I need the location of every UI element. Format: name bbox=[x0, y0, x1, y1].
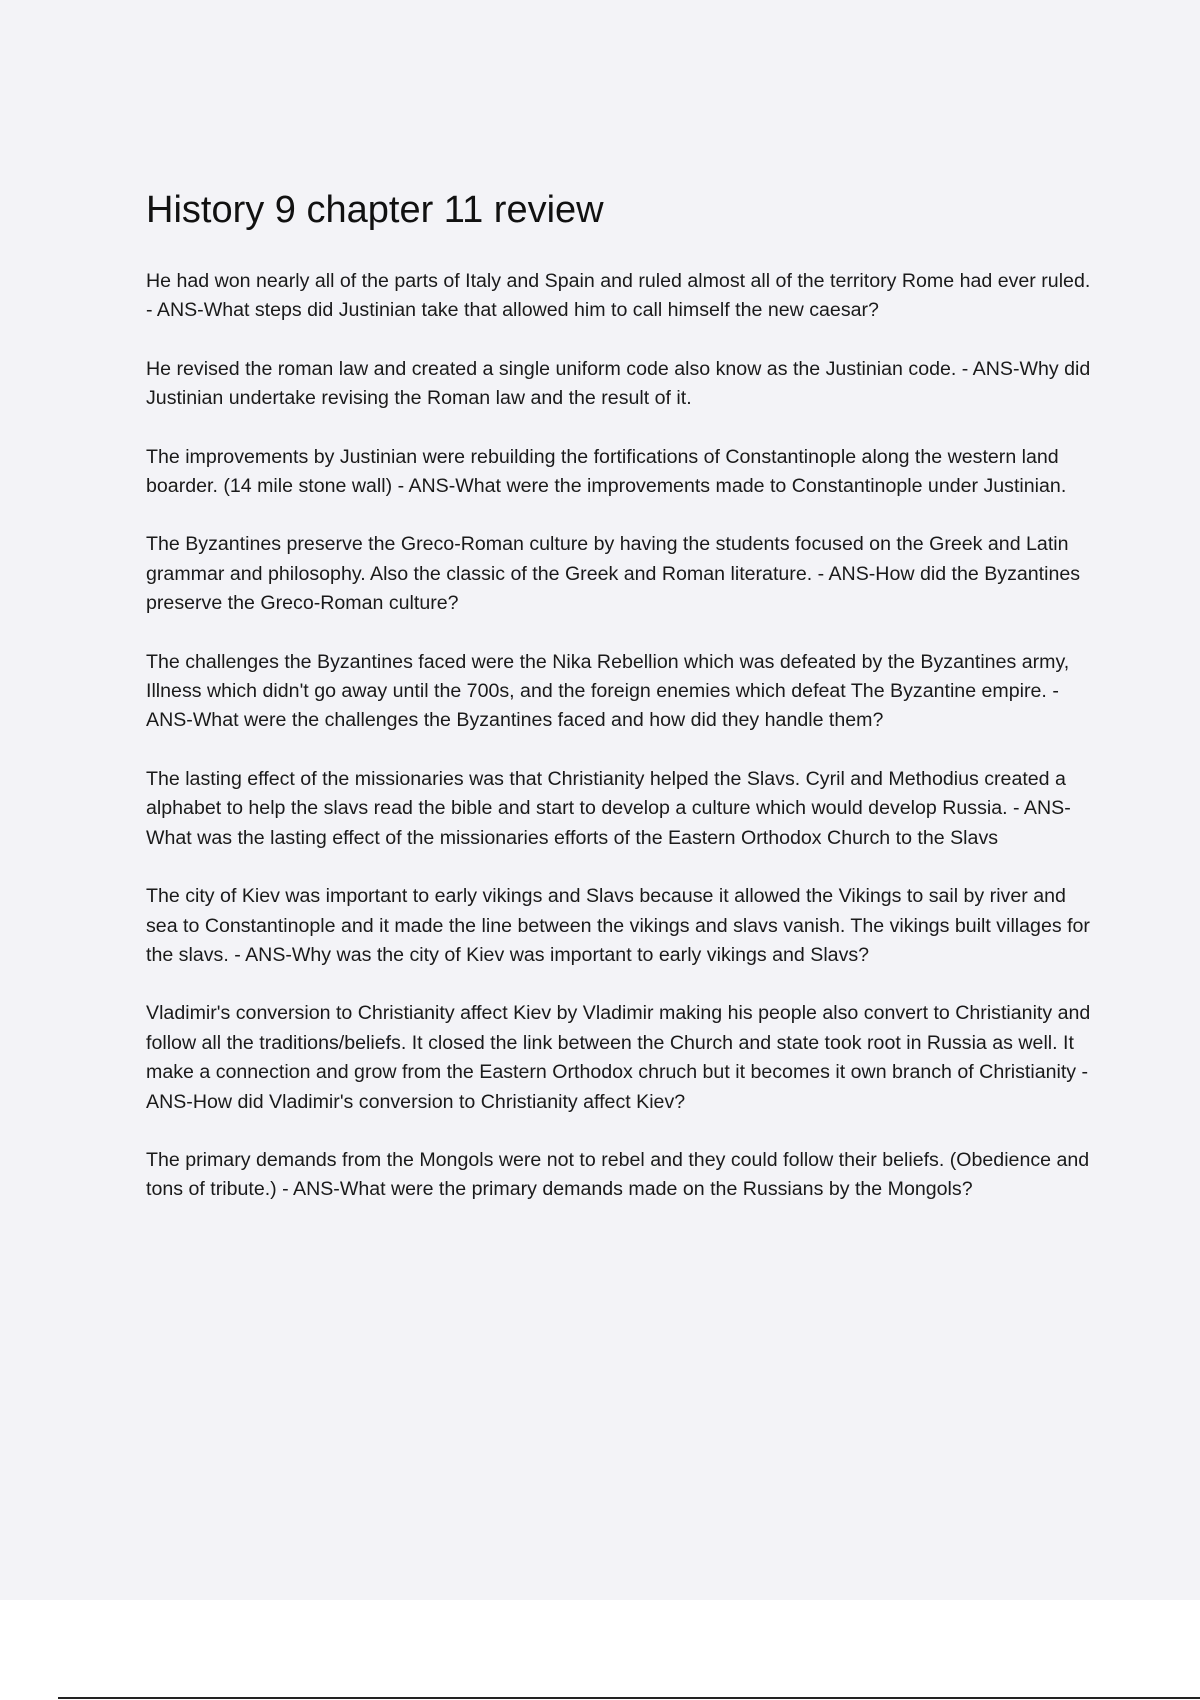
document-title: History 9 chapter 11 review bbox=[146, 189, 604, 231]
qa-entry: The lasting effect of the missionaries was that Christianity helped the Slavs. Cyril and Methodius created a alphabet to help the slavs read the bible and start to develop a culture which would develop Russia. - ANS-What was the lasting effect of the missionaries efforts of the Eastern Orthodox Church to the Slavs bbox=[146, 767, 1071, 849]
qa-entry: Vladimir's conversion to Christianity affect Kiev by Vladimir making his people also convert to Christianity and follow all the traditions/beliefs. It closed the link between the Church and state took root in Russia as well. It make a connection and grow from the Eastern Orthodox chruch but it becomes it own branch of Christianity - ANS-How did Vladimir's conversion to Christianity affect Kiev? bbox=[146, 1002, 1091, 1113]
document-content bbox=[146, 186, 1096, 1234]
qa-entry-list bbox=[146, 267, 1096, 1205]
qa-entry: He revised the roman law and created a single uniform code also know as the Justinian code. - ANS-Why did Justinian undertake revising the Roman law and the result of it. bbox=[146, 357, 1091, 410]
qa-entry: The Byzantines preserve the Greco-Roman culture by having the students focused on the Greek and Latin grammar and philosophy. Also the classic of the Greek and Roman literature. - ANS-How did the Byzantines preserve the Greco-Roman culture? bbox=[146, 533, 1081, 615]
page-divider bbox=[58, 1697, 1200, 1699]
qa-entry: The primary demands from the Mongols were not to rebel and they could follow their beliefs. (Obedience and tons of tribute.) - ANS-What were the primary demands made on the Russians by the Mongols? bbox=[146, 1148, 1090, 1201]
qa-entry: The improvements by Justinian were rebuilding the fortifications of Constantinople along the western land boarder. (14 mile stone wall) - ANS-What were the improvements made to Constantinople under Justinian. bbox=[146, 445, 1067, 498]
qa-entry: The challenges the Byzantines faced were the Nika Rebellion which was defeated by the Byzantines army, Illness which didn't go away until the 700s, and the foreign enemies which defeat The Byzantine empire. - ANS-What were the challenges the Byzantines faced and how did they handle them? bbox=[146, 650, 1070, 732]
qa-entry: He had won nearly all of the parts of Italy and Spain and ruled almost all of the territory Rome had ever ruled. - ANS-What steps did Justinian take that allowed him to call himself the new caesar? bbox=[146, 270, 1091, 322]
qa-entry: The city of Kiev was important to early vikings and Slavs because it allowed the Vikings to sail by river and sea to Constantinople and it made the line between the vikings and slavs vanish. The vikings built villages for the slavs. - ANS-Why was the city of Kiev was important to early vikings and Slavs? bbox=[146, 885, 1090, 966]
